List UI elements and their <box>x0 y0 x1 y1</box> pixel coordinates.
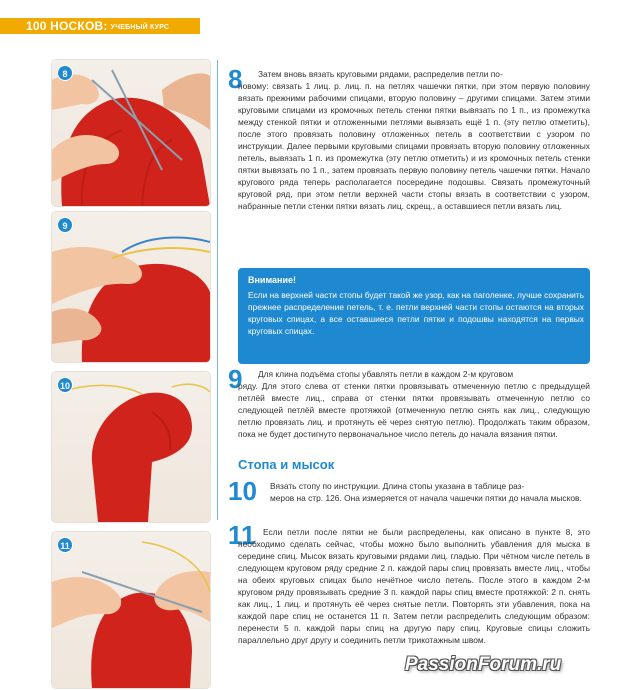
step-number-10: 10 <box>228 476 257 506</box>
knitting-round-image <box>52 212 210 362</box>
header-title: 100 НОСКОВ: <box>26 19 108 33</box>
step-8-first-line: Затем вновь вязать круговыми рядами, распределив петли по- <box>258 69 503 79</box>
step-9-text: ряду. Для этого слева от стенки пятки провязывать отмеченную петлю с предыдущей петлёй вместе лиц., справа от стенки пятки провязывать отмеченную петлю со следующей петлёй вместе протяжкой (отмеченную петлю снять как лиц., следующую петлю провязать лиц. и протянуть её через снятую петлю). Продолжать таким образом, пока не будет достигнуто первоначальное число петель до начала вязания пятки. <box>238 381 590 439</box>
photo-step-10 <box>52 372 210 522</box>
photo-badge-11: 11 <box>57 537 73 553</box>
photo-step-8 <box>52 60 210 206</box>
photo-badge-9: 9 <box>57 217 73 233</box>
step-number-11: 11 <box>228 520 256 550</box>
step-11-text: Если петли после пятки не были распределены, как описано в пункте 8, это необходимо сделать сейчас, чтобы можно было выполнить убавления для мыска в середине спиц. Мысок вязать круговыми рядами лиц. гладью. При чётном числе петель в следующем круговом ряду средние 2 п. каждой пары спиц провязать вместе лиц., чтобы на обеих круговых спицах было нечётное число петель. После этого в каждом 2-м круговом ряду провязывать средние 3 п. каждой пары спиц вместе протяжкой: 2 п. снять как лиц., 1 лиц. и протянуть её через снятые петли. Повторять эти убавления, пока на каждой паре спиц не останется 11 п. Затем петли распределить следующим образом: перенести 5 п. каждой пары спиц на другую пару спиц. Круговые спицы сложить параллельно друг другу и соединить петли трикотажным швом. <box>238 527 590 645</box>
step-10-text: меров на стр. 126. Она измеряется от начала чашечки пятки до начала мысков. <box>270 493 582 503</box>
step-number-8: 8 <box>228 64 243 94</box>
page-header <box>26 19 169 33</box>
watermark: PassionForum.ru <box>405 654 562 675</box>
knitting-heel-image <box>52 60 210 206</box>
step-10-first-line: Вязать стопу по инструкции. Длина стопы указана в таблице раз- <box>270 481 525 491</box>
divider-line <box>217 60 218 520</box>
section-title: Стопа и мысок <box>238 457 335 472</box>
sock-gusset-image <box>52 372 210 522</box>
photo-badge-8: 8 <box>57 65 73 81</box>
header-subtitle: УЧЕБНЫЙ КУРС <box>110 24 170 31</box>
step-9-first-line: Для клина подъёма стопы убавлять петли в каждом 2-м круговом <box>258 369 514 379</box>
notice-title: Внимание! <box>248 275 296 285</box>
sock-toe-image <box>52 532 210 688</box>
notice-text: Если на верхней части стопы будет такой же узор, как на паголенке, лучше сохранить прежнее распределение петель, т. е. петли верхней части стопы остаются на вторых круговых спицах, а все оставшиеся петли пятки и подошвы находятся на первых круговых спицах. <box>248 290 584 336</box>
photo-step-11 <box>52 532 210 688</box>
photo-badge-10: 10 <box>57 377 73 393</box>
photo-step-9 <box>52 212 210 362</box>
step-8-text: новому: связать 1 лиц. р. лиц. п. на петлях чашечки пятки, при этом первую половину вязать прежними рабочими спицами, вторую половину – другими спицами. Затем этими круговыми спицами из кромочных петель стенки пятки вывязать по 1 п., из промежутка между стенкой пятки и отложенными петлями вывязать ещё 1 п. (эту петлю отметить), после этого провязать половину отложенных петель в соответствии с узором по инструкции. Далее первыми круговыми спицами провязать вторую половину отложенных петель, вывязать 1 п. из промежутка (эту петлю отметить) и из кромочных петель стенки пятки вывязать по 1 п., затем провязать первую половину петель чашечки пятки. Начало кругового ряда теперь располагается посередине подошвы. Связать промежуточный круговой ряд, при этом петли верхней части стопы вязать в соответствии с узором, набранные петли стенки пятки вязать лиц. скрещ., а оставшиеся петли вязать лиц. <box>238 81 590 211</box>
step-number-9: 9 <box>228 364 243 394</box>
notice-box <box>238 268 590 364</box>
